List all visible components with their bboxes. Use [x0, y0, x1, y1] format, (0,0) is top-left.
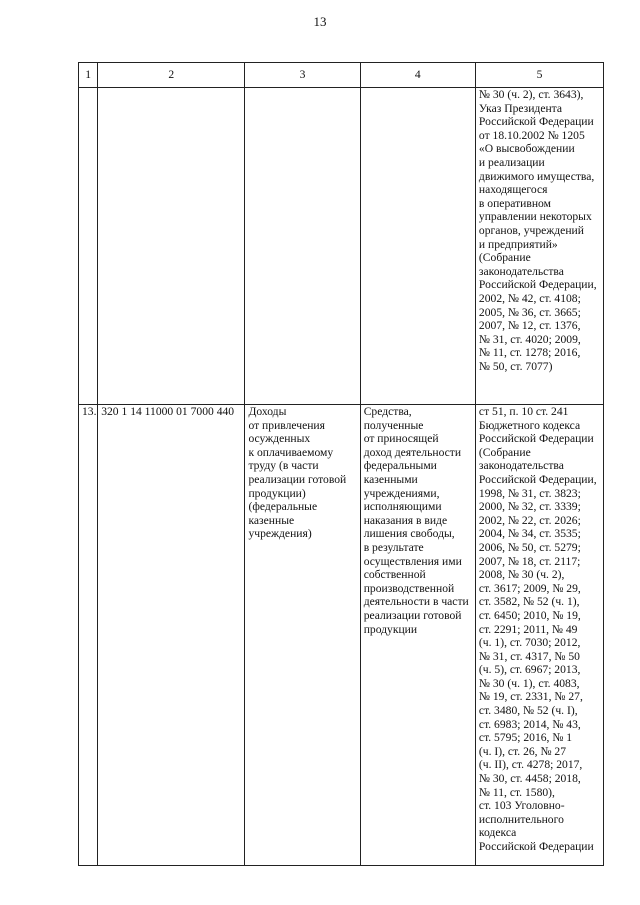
table-row: [79, 405, 604, 866]
column-header-1: 1: [79, 63, 98, 88]
income-type-cell: Доходы от привлечения осужденных к оплачиваемому труду (в части реализации готовой продукции) (федеральные казенные учреждения): [245, 405, 360, 866]
table-row: [79, 88, 604, 405]
row-number-cell: 13.: [79, 405, 98, 866]
income-description-cell: [360, 88, 475, 405]
table-header-row: [79, 63, 604, 88]
income-type-cell: [245, 88, 360, 405]
classification-code-cell: [98, 88, 245, 405]
row-number-cell: [79, 88, 98, 405]
column-header-2: 2: [98, 63, 245, 88]
legal-basis-cell: ст 51, п. 10 ст. 241 Бюджетного кодекса Российской Федерации (Собрание законодательства Российской Федерации, 1998, № 31, ст. 3823; 2000, № 32, ст. 3339; 2002, № 22, ст. 2026; 2004, № 34, ст. 3535; 2006, № 50, ст. 5279; 2007, № 18, ст. 2117; 2008, № 30 (ч. 2), ст. 3617; 2009, № 29, ст. 3582, № 52 (ч. 1), ст. 6450; 2010, № 19, ст. 2291; 2011, № 49 (ч. 1), ст. 7030; 2012, № 31, ст. 4317, № 50 (ч. 5), ст. 6967; 2013, № 30 (ч. 1), ст. 4083, № 19, ст. 2331, № 27, ст. 3480, № 52 (ч. I), ст. 6983; 2014, № 43, ст. 5795; 2016, № 1 (ч. I), ст. 26, № 27 (ч. II), ст. 4278; 2017, № 30, ст. 4458; 2018, № 11, ст. 1580), ст. 103 Уголовно- исполнительного кодекса Российской Федерации: [475, 405, 603, 866]
column-header-5: 5: [475, 63, 603, 88]
column-header-3: 3: [245, 63, 360, 88]
legal-basis-cell: № 30 (ч. 2), ст. 3643), Указ Президента Российской Федерации от 18.10.2002 № 1205 «О высвобождении и реализации движимого имущества, находящегося в оперативном управлении некоторых органов, учреждений и предприятий» (Собрание законодательства Российской Федерации, 2002, № 42, ст. 4108; 2005, № 36, ст. 3665; 2007, № 12, ст. 1376, № 31, ст. 4020; 2009, № 11, ст. 1278; 2016, № 50, ст. 7077): [475, 88, 603, 405]
document-table: [78, 62, 604, 866]
classification-code-cell: 320 1 14 11000 01 7000 440: [98, 405, 245, 866]
column-header-4: 4: [360, 63, 475, 88]
income-description-cell: Средства, полученные от приносящей доход деятельности федеральными казенными учреждениями, исполняющими наказания в виде лишения свободы, в результате осуществления ими собственной производственной деятельности в части реализации готовой продукции: [360, 405, 475, 866]
page-number: 13: [313, 14, 327, 29]
